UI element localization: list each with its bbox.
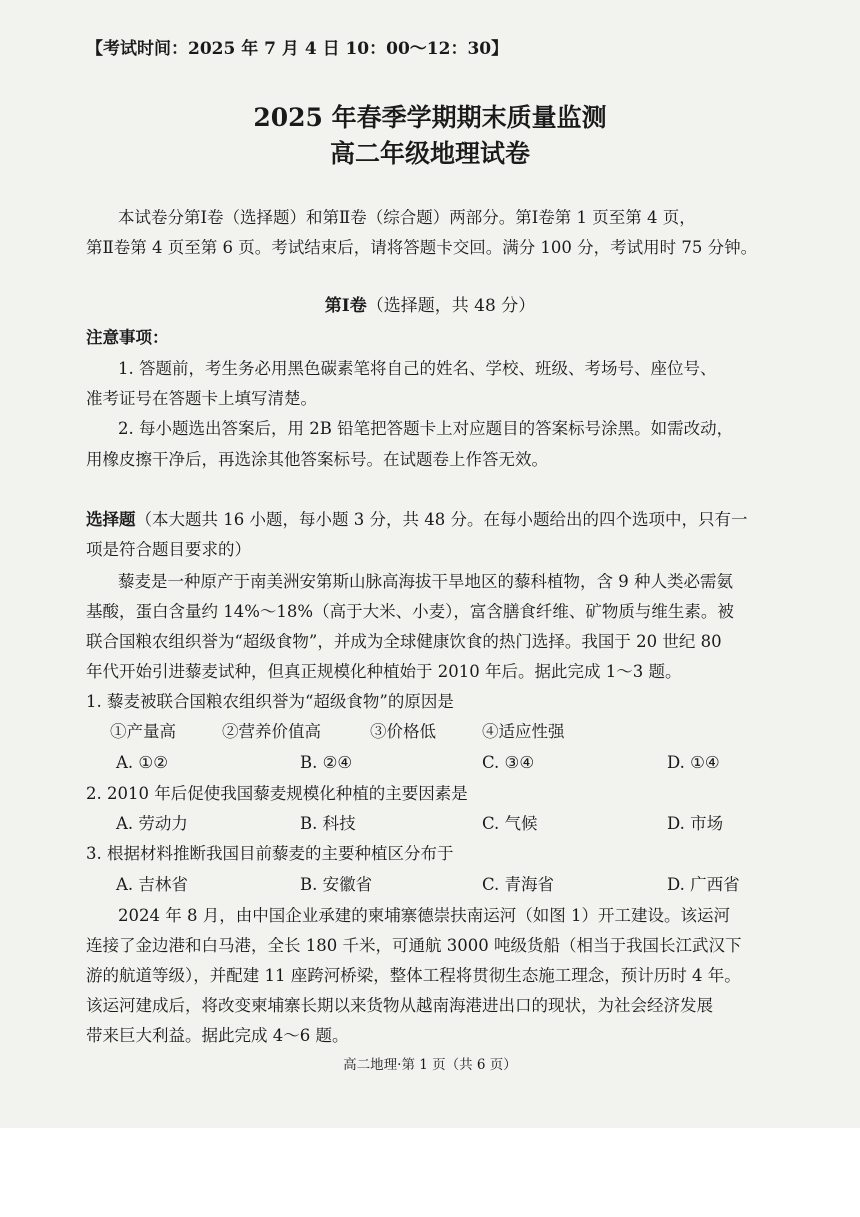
q3-option-b[interactable]: B. 安徽省 xyxy=(300,875,373,894)
intro-line-2: 第Ⅱ卷第 4 页至第 6 页。考试结束后，请将答题卡交回。满分 100 分，考试用时 75 分钟。 xyxy=(86,238,758,257)
q1-item-1: ①产量高 xyxy=(110,722,176,741)
q1-stem: 1. 藜麦被联合国粮农组织誉为“超级食物”的原因是 xyxy=(86,692,454,711)
notice-heading: 注意事项： xyxy=(86,328,169,347)
section-heading xyxy=(86,512,747,529)
q1-option-c[interactable]: C. ③④ xyxy=(482,753,535,772)
passage2-line-2: 连接了金边港和白马港，全长 180 千米，可通航 3000 吨级货船（相当于我国长江武汉下 xyxy=(86,936,742,955)
passage1-line-1: 藜麦是一种原产于南美洲安第斯山脉高海拔干旱地区的藜科植物，含 9 种人类必需氨 xyxy=(118,572,733,591)
q2-stem: 2. 2010 年后促使我国藜麦规模化种植的主要因素是 xyxy=(86,784,468,803)
notice-line-3: 2. 每小题选出答案后，用 2B 铅笔把答题卡上对应题目的答案标号涂黑。如需改动， xyxy=(118,419,734,438)
section-label: 选择题 xyxy=(86,510,136,529)
q2-option-b[interactable]: B. 科技 xyxy=(300,814,356,833)
q2-option-d[interactable]: D. 市场 xyxy=(667,814,724,833)
part1-label: 第Ⅰ卷 xyxy=(324,296,367,316)
part1-heading xyxy=(0,298,860,315)
passage1-line-4: 年代开始引进藜麦试种，但真正规模化种植始于 2010 年后。据此完成 1～3 题。 xyxy=(86,662,682,681)
q3-option-d[interactable]: D. 广西省 xyxy=(667,875,740,894)
passage2-line-5: 带来巨大利益。据此完成 4～6 题。 xyxy=(86,1026,349,1045)
exam-title-line2: 高二年级地理试卷 xyxy=(329,139,530,168)
exam-time: 【考试时间：2025 年 7 月 4 日 10：00～12：30】 xyxy=(86,39,509,59)
notice-line-2: 准考证号在答题卡上填写清楚。 xyxy=(86,389,317,408)
passage2-line-1: 2024 年 8 月，由中国企业承建的柬埔寨德崇扶南运河（如图 1）开工建设。该运河 xyxy=(118,906,730,925)
q2-option-a[interactable]: A. 劳动力 xyxy=(116,814,188,833)
intro-line-1: 本试卷分第Ⅰ卷（选择题）和第Ⅱ卷（综合题）两部分。第Ⅰ卷第 1 页至第 4 页， xyxy=(118,208,696,227)
passage2-line-4: 该运河建成后，将改变柬埔寨长期以来货物从越南海港进出口的现状，为社会经济发展 xyxy=(86,996,713,1015)
q1-option-b[interactable]: B. ②④ xyxy=(300,753,353,772)
q3-option-c[interactable]: C. 青海省 xyxy=(482,875,555,894)
passage2-line-3: 游的航道等级），并配建 11 座跨河桥梁，整体工程将贯彻生态施工理念，预计历时 4 年。 xyxy=(86,966,741,985)
section-desc-2: 项是符合题目要求的） xyxy=(86,540,251,559)
notice-line-1: 1. 答题前，考生务必用黑色碳素笔将自己的姓名、学校、班级、考场号、座位号、 xyxy=(118,359,717,378)
q1-item-4: ④适应性强 xyxy=(482,722,565,741)
q2-option-c[interactable]: C. 气候 xyxy=(482,814,538,833)
part1-desc: （选择题，共 48 分） xyxy=(366,296,536,316)
q1-option-d[interactable]: D. ①④ xyxy=(667,753,720,772)
section-desc-1: （本大题共 16 小题，每小题 3 分，共 48 分。在每小题给出的四个选项中，只有一 xyxy=(135,510,748,529)
q3-option-a[interactable]: A. 吉林省 xyxy=(116,875,188,894)
page-footer: 高二地理·第 1 页（共 6 页） xyxy=(343,1057,517,1073)
notice-line-4: 用橡皮擦干净后，再选涂其他答案标号。在试题卷上作答无效。 xyxy=(86,450,548,469)
passage1-line-3: 联合国粮农组织誉为“超级食物”，并成为全球健康饮食的热门选择。我国于 20 世纪 80 xyxy=(86,632,722,651)
q1-item-2: ②营养价值高 xyxy=(222,722,321,741)
q1-item-3: ③价格低 xyxy=(370,722,436,741)
exam-title-line1: 2025 年春季学期期末质量监测 xyxy=(253,103,607,132)
q1-option-a[interactable]: A. ①② xyxy=(116,753,168,772)
blank-margin xyxy=(0,1128,860,1217)
passage1-line-2: 基酸，蛋白含量约 14%～18%（高于大米、小麦），富含膳食纤维、矿物质与维生素。被 xyxy=(86,602,734,621)
q3-stem: 3. 根据材料推断我国目前藜麦的主要种植区分布于 xyxy=(86,844,454,863)
